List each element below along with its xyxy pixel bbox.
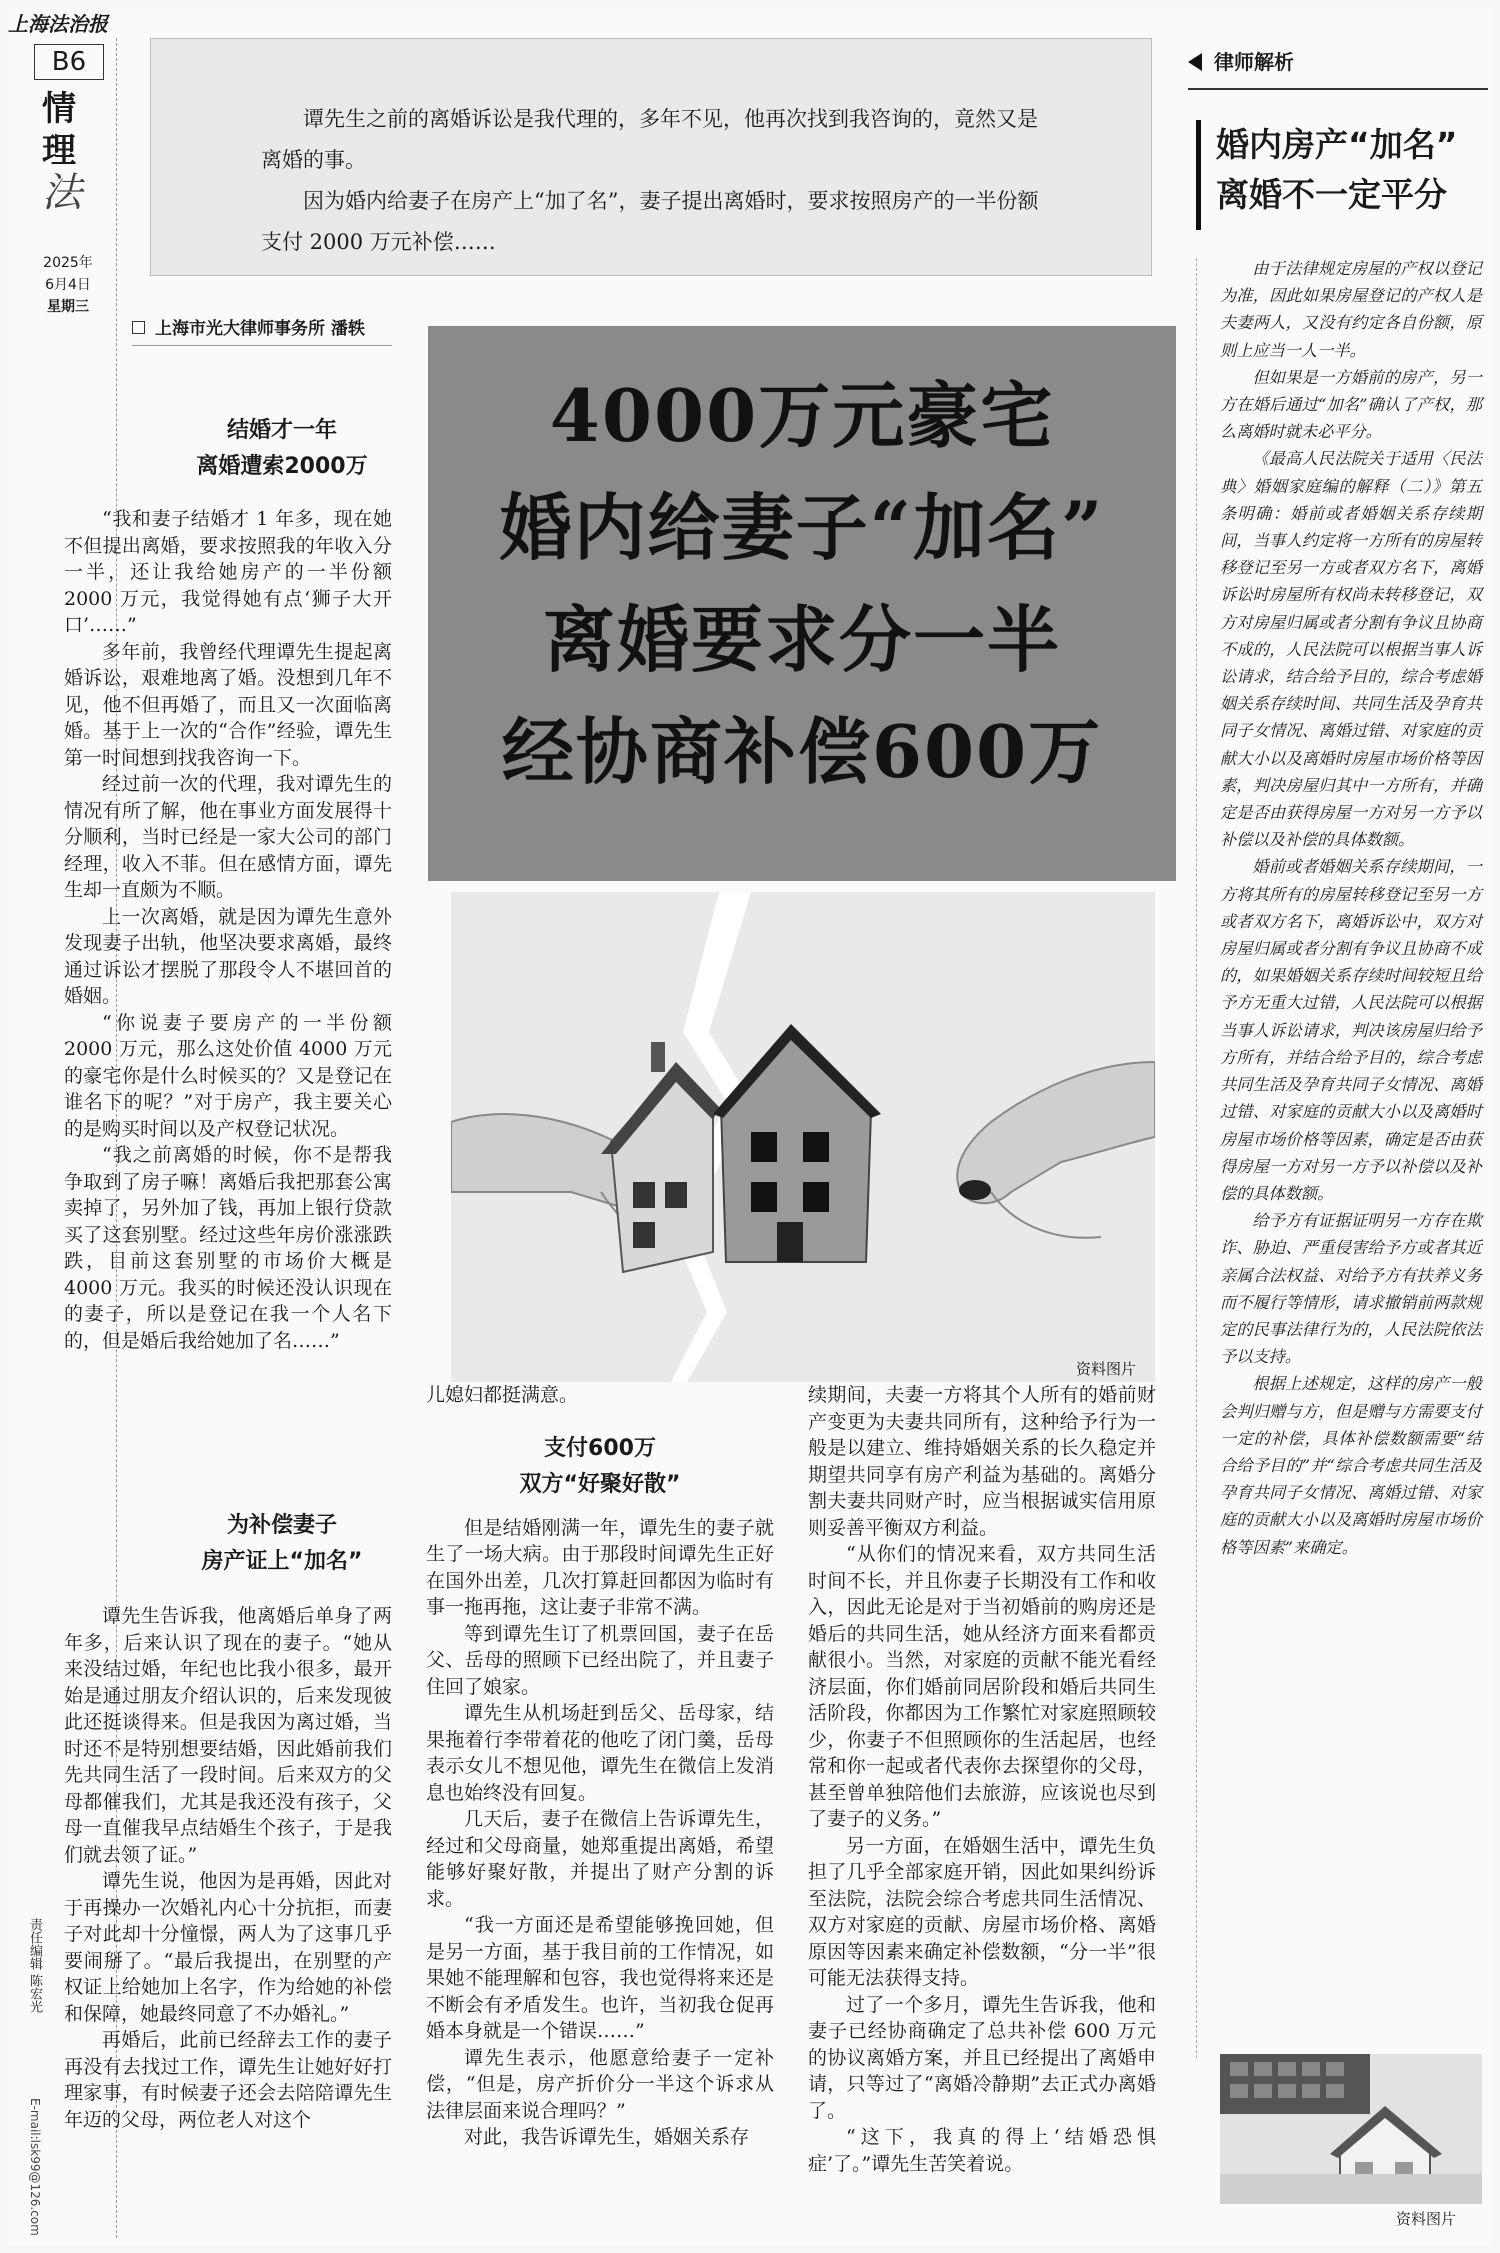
masthead-logo: 上海法治报	[8, 12, 108, 36]
sidebar-title-line: 离婚不一定平分	[1216, 175, 1447, 214]
article-column-1a	[64, 506, 392, 1354]
headline-line: 离婚要求分一半	[542, 597, 1061, 682]
body-paragraph: 谭先生表示，他愿意给妻子一定补偿，“但是，房产折价分一半这个诉求从法律层面来说合理吗？”	[426, 2046, 774, 2122]
sidebar-paragraph: 给予方有证据证明另一方存在欺诈、胁迫、严重侵害给予方或者其近亲属合法权益、对给予方有扶养义务而不履行等情形，请求撤销前两款规定的民事法律行为的，人民法院依法予以支持。	[1220, 1211, 1482, 1367]
body-paragraph: 多年前，我曾经代理谭先生提起离婚诉讼，艰难地离了婚。没想到几年不见，他不但再婚了，而且又一次面临离婚。基于上一次的“合作”经验，谭先生第一时间想到找我咨询一下。	[64, 640, 392, 769]
subheading-line: 为补偿妻子	[226, 1513, 337, 1538]
body-paragraph: “我和妻子结婚才 1 年多，现在她不但提出离婚，要求按照我的年收入分一半，还让我给她房产的一半份额 2000 万元，我觉得她有点‘狮子大开口’……”	[64, 508, 392, 636]
checkbox-icon	[132, 321, 145, 334]
headline-line: 婚内给妻子“加名”	[499, 485, 1105, 570]
body-paragraph: 经过前一次的代理，我对谭先生的情况有所了解，他在事业方面发展得十分顺利，当时已经是一家大公司的部门经理，收入不菲。但在感情方面，谭先生却一直颇为不顺。	[64, 773, 392, 901]
date-year: 2025年	[43, 255, 93, 271]
photo-caption: 资料图片	[1076, 1360, 1137, 1378]
sidebar-paragraph: 由于法律规定房屋的产权以登记为准，因此如果房屋登记的产权人是夫妻两人，又没有约定各自份额，原则上应当一人一半。	[1220, 259, 1482, 360]
sidebar-paragraph: 《最高人民法院关于适用〈民法典〉婚姻家庭编的解释（二）》第五条明确：婚前或者婚姻关系存续期间，当事人约定将一方所有的房屋转移登记至另一方或者双方名下，离婚诉讼时房屋所有权尚未转移登记，双方对房屋归属或者分割有争议且协商不成的，人民法院可以根据当事人诉讼请求，结合给予目的，综合考虑婚姻关系存续时间、共同生活及孕育共同子女情况、离婚过错、对家庭的贡献大小以及离婚时房屋市场价格等因素，判决房屋归其中一方所有，并确定是否由获得房屋一方对另一方予以补偿以及补偿的具体数额。	[1220, 449, 1482, 850]
illustration-photo	[451, 892, 1155, 1382]
house-hands-illustration	[451, 892, 1155, 1382]
sidebar-title-line: 婚内房产“加名”	[1216, 125, 1458, 164]
body-paragraph: 但是结婚刚满一年，谭先生的妻子就生了一场大病。由于那段时间谭先生正好在国外出差，几次打算赶回都因为临时有事一拖再拖，这让妻子非常不满。	[426, 1516, 774, 1618]
sidebar-rule	[1188, 88, 1488, 90]
body-paragraph: 等到谭先生订了机票回国，妻子在岳父、岳母的照顾下已经出院了，并且妻子住回了娘家。	[426, 1622, 774, 1698]
intro-paragraph: 谭先生之前的离婚诉讼是我代理的，多年不见，他再次找到我咨询的，竟然又是离婚的事。	[261, 107, 1038, 172]
section-char-1: 情	[42, 89, 76, 129]
body-paragraph: “你说妻子要房产的一半份额 2000 万元，那么这处价值 4000 万元的豪宅你是什么时候买的？又是登记在谁名下的呢？”对于房产，我主要关心的是购买时间以及产权登记状况。	[64, 1011, 392, 1140]
subheading	[426, 1431, 774, 1503]
section-char-3: 法	[42, 170, 82, 216]
subheading-line: 房产证上“加名”	[201, 1549, 363, 1574]
byline-text: 上海市光大律师事务所 潘轶	[155, 319, 365, 339]
date-weekday: 星期三	[47, 299, 89, 315]
subheading	[132, 1508, 432, 1580]
triangle-icon	[1188, 53, 1202, 71]
body-paragraph: 过了一个多月，谭先生告诉我，他和妻子已经协商确定了总共补偿 600 万元的协议离婚方案，并且已经提出了离婚申请，只等过了“离婚冷静期”去正式办离婚了。	[808, 1993, 1156, 2122]
sidebar-paragraph: 婚前或者婚姻关系存续期间，一方将其所有的房屋转移登记至另一方或者双方名下，离婚诉讼中，双方对房屋归属或者分割有争议且协商不成的，如果婚姻关系存续时间较短且给予方无重大过错，人民法院可以根据当事人诉讼请求，判决该房屋归给予方所有，并结合给予目的，综合考虑共同生活及孕育共同子女情况、离婚过错、对家庭的贡献大小以及离婚时房屋市场价格等因素，确定是否由获得房屋一方对另一方予以补偿以及补偿的具体数额。	[1220, 857, 1482, 1203]
body-paragraph: 对此，我告诉谭先生，婚姻关系存	[464, 2126, 750, 2148]
body-paragraph: 几天后，妻子在微信上告诉谭先生，经过和父母商量，她郑重提出离婚，希望能够好聚好散，并提出了财产分割的诉求。	[426, 1808, 774, 1910]
article-column-3	[808, 1382, 1156, 2177]
sidebar-photo	[1220, 2054, 1482, 2204]
body-paragraph: “我之前离婚的时候，你不是帮我争取到了房子嘛！离婚后我把那套公寓卖掉了，另外加了钱，再加上银行贷款买了这套别墅。经过这些年房价涨涨跌跌，目前这套别墅的市场价大概是 4000 万元。我买的时候还没认识现在的妻子，所以是登记在我一个人名下的，但是婚后我给她加了名……”	[64, 1144, 392, 1352]
section-char-2: 理	[42, 131, 76, 171]
section-title	[42, 88, 86, 214]
article-column-1b	[64, 1603, 392, 2133]
subheading	[132, 413, 432, 485]
intro-paragraph: 因为婚内给妻子在房产上“加了名”，妻子提出离婚时，要求按照房产的一半份额支付 2000 万元补偿……	[261, 189, 1039, 254]
byline	[132, 314, 392, 346]
subheading-line: 支付600万	[544, 1435, 656, 1461]
house-calculator-illustration	[1220, 2054, 1482, 2204]
sidebar-photo-caption: 资料图片	[1396, 2210, 1457, 2228]
newspaper-page	[8, 8, 1492, 2245]
sidebar-body	[1220, 255, 1482, 1561]
body-paragraph: “我一方面还是希望能够挽回她，但是另一方面，基于我目前的工作情况，如果她不能理解和包容，我也觉得将来还是不断会有矛盾发生。也许，当初我仓促再婚本身就是一个错误……”	[426, 1914, 774, 2042]
sidebar-paragraph: 但如果是一方婚前的房产，另一方在婚后通过“加名”确认了产权，那么离婚时就未必平分。	[1220, 367, 1482, 442]
body-paragraph: “从你们的情况来看，双方共同生活时间不长，并且你妻子长期没有工作和收入，因此无论是对于当初婚前的购房还是婚后的共同生活，她从经济方面来看都贡献很小。当然，对家庭的贡献不能光看经济层面，你们婚前同居阶段和婚后共同生活阶段，你都因为工作繁忙对家庭照顾较少，你妻子不但照顾你的生活起居，也经常和你一起或者代表你去探望你的父母，甚至曾单独陪他们去旅游，应该说也尽到了妻子的义务。”	[808, 1543, 1156, 1830]
page-number: B6	[34, 44, 104, 80]
sidebar-tag-text: 律师解析	[1214, 50, 1294, 74]
body-paragraph: “这下，我真的得上‘结婚恐惧症’了。”谭先生苦笑着说。	[808, 2126, 1156, 2175]
subheading-line: 双方“好聚好散”	[519, 1471, 681, 1497]
sidebar-tag	[1188, 46, 1478, 82]
headline-line: 4000万元豪宅	[549, 373, 1055, 458]
article-column-2	[426, 1382, 774, 2151]
editor-email: E-mail:lsk99@126.com	[28, 2098, 42, 2236]
subheading-line: 离婚遭索2000万	[196, 454, 368, 479]
date-day: 6月4日	[45, 277, 91, 293]
headline	[428, 360, 1176, 808]
sidebar-accent-bar	[1196, 120, 1201, 230]
body-paragraph: 谭先生说，他因为是再婚，因此对于再操办一次婚礼内心十分抗拒，而妻子对此却十分憧憬，两人为了这事几乎要闹掰了。“最后我提出，在别墅的产权证上给她加上名字，作为给她的补偿和保障，她最终同意了不办婚礼。”	[64, 1870, 392, 2025]
sidebar-title	[1216, 120, 1496, 220]
subheading-line: 结婚才一年	[226, 418, 337, 443]
intro-box	[150, 38, 1152, 276]
sidebar-paragraph: 根据上述规定，这样的房产一般会判归赠与方，但是赠与方需要支付一定的补偿，具体补偿数额需要“结合给予目的”并“综合考虑共同生活及孕育共同子女情况、离婚过错、对家庭的贡献大小以及离婚时房屋市场价格等因素”来确定。	[1220, 1374, 1482, 1557]
body-paragraph: 再婚后，此前已经辞去工作的妻子再没有去找过工作，谭先生让她好好打理家事，有时候妻子还会去陪陪谭先生年迈的父母，两位老人对这个	[64, 2029, 392, 2131]
body-paragraph: 续期间，夫妻一方将其个人所有的婚前财产变更为夫妻共同所有，这种给予行为一般是以建立、维持婚姻关系的长久稳定并期望共同享有房产利益为基础的。离婚分割夫妻共同财产时，应当根据诚实信用原则妥善平衡双方利益。	[808, 1384, 1156, 1539]
continued-text: 儿媳妇都挺满意。	[426, 1384, 579, 1406]
body-paragraph: 另一方面，在婚姻生活中，谭先生负担了几乎全部家庭开销，因此如果纠纷诉至法院，法院会综合考虑共同生活情况、双方对家庭的贡献、房屋市场价格、离婚原因等因素来确定补偿数额，“分一半”很可能无法获得支持。	[808, 1834, 1156, 1989]
headline-line: 经协商补偿600万	[501, 709, 1103, 794]
issue-date	[28, 252, 108, 318]
sidebar-divider	[1196, 258, 1198, 2058]
editor-credit: 责任编辑 陈宏光	[27, 1918, 42, 2014]
body-paragraph: 上一次离婚，就是因为谭先生意外发现妻子出轨，他坚决要求离婚，最终通过诉讼才摆脱了那段令人不堪回首的婚姻。	[64, 905, 392, 1007]
body-paragraph: 谭先生告诉我，他离婚后单身了两年多，后来认识了现在的妻子。“她从来没结过婚，年纪也比我小很多，最开始是通过朋友介绍认识的，后来发现彼此还挺谈得来。但是我因为离过婚，当时还不是特别想要结婚，因此婚前我们先共同生活了一段时间。后来双方的父母都催我们，尤其是我还没有孩子，父母一直催我早点结婚生个孩子，于是我们就去领了证。”	[64, 1605, 392, 1866]
body-paragraph: 谭先生从机场赶到岳父、岳母家，结果拖着行李带着花的他吃了闭门羹，岳母表示女儿不想见他，谭先生在微信上发消息也始终没有回复。	[426, 1702, 774, 1804]
